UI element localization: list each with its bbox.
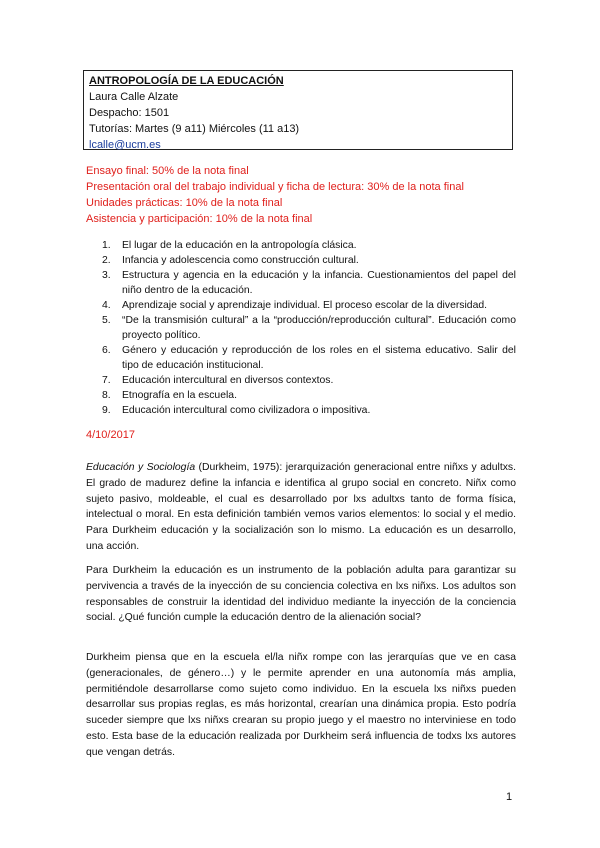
- grading-item: Unidades prácticas: 10% de la nota final: [86, 197, 283, 209]
- topic-item: [96, 298, 516, 313]
- topic-text: “De la transmisión cultural” a la “producción/reproducción cultural”. Educación como proyecto político.: [122, 315, 516, 341]
- topics-list: [96, 238, 516, 418]
- topic-item: [96, 268, 516, 298]
- topic-number: 2.: [102, 255, 111, 266]
- topic-number: 8.: [102, 390, 111, 401]
- topic-number: 7.: [102, 375, 111, 386]
- topic-item: [96, 388, 516, 403]
- topic-number: 5.: [102, 315, 111, 326]
- paragraph-durkheim-definition: [86, 460, 516, 555]
- topic-item: [96, 373, 516, 388]
- topic-text: Aprendizaje social y aprendizaje individual. El proceso escolar de la diversidad.: [122, 300, 488, 311]
- course-header-box: [83, 70, 513, 150]
- topic-number: 9.: [102, 405, 111, 416]
- book-title: Educación y Sociología: [86, 462, 196, 473]
- grading-breakdown: [86, 163, 516, 227]
- page-number: 1: [506, 791, 513, 803]
- topic-text: El lugar de la educación en la antropología clásica.: [122, 240, 357, 251]
- topic-number: 6.: [102, 345, 111, 356]
- topic-text: Estructura y agencia en la educación y la infancia. Cuestionamientos del papel del niño dentro de la educación.: [122, 270, 516, 296]
- grading-item: Ensayo final: 50% de la nota final: [86, 165, 249, 177]
- topic-item: [96, 403, 516, 418]
- topic-item: [96, 343, 516, 373]
- grading-item: Presentación oral del trabajo individual y ficha de lectura: 30% de la nota final: [86, 181, 464, 193]
- topic-item: [96, 313, 516, 343]
- topic-text: Infancia y adolescencia como construcción cultural.: [122, 255, 359, 266]
- topic-number: 4.: [102, 300, 111, 311]
- topic-text: Género y educación y reproducción de los roles en el sistema educativo. Salir del tipo de educación institucional.: [122, 345, 516, 371]
- topic-item: [96, 253, 516, 268]
- paragraph-school-autonomy: Durkheim piensa que en la escuela el/la niñx rompe con las jerarquías que ve en casa (generacionales, de género…) y le permite aprender en una autonomía más amplia, permitiéndole desarrollarse como sujeto como individuo. En la escuela lxs niñxs pueden desarrollar sus propias reglas, es más horizontal, crearían una dinámica propia. Esto podría suceder siempre que lxs niñxs crearan su propio juego y el maestro no interviniese en todo esto. Esta base de la educación realizada por Durkheim será influencia de todxs lxs autores que vengan detrás.: [86, 652, 516, 758]
- instructor-email: lcalle@ucm.es: [89, 139, 161, 151]
- course-title: ANTROPOLOGÍA DE LA EDUCACIÓN: [89, 75, 284, 87]
- topic-item: [96, 238, 516, 253]
- topic-text: Etnografía en la escuela.: [122, 390, 237, 401]
- topic-text: Educación intercultural como civilizadora o impositiva.: [122, 405, 371, 416]
- topic-number: 1.: [102, 240, 111, 251]
- instructor-name: Laura Calle Alzate: [89, 91, 179, 103]
- grading-item: Asistencia y participación: 10% de la nota final: [86, 213, 313, 225]
- session-date: 4/10/2017: [86, 429, 135, 441]
- office-info: Despacho: 1501: [89, 107, 170, 119]
- paragraph-text: (Durkheim, 1975): jerarquización generacional entre niñxs y adultxs. El grado de madurez define la infancia e identifica al grupo social en concreto. Niñx como sujeto pasivo, moldeable, el cual es desarrollado por lxs adultxs tanto de forma física, intelectual o moral. En esta definición también vemos varios elementos: lo social y el medio. Para Durkheim educación y la socialización son lo mismo. La educación es un desarrollo, una acción.: [86, 462, 516, 552]
- tutorial-hours: Tutorías: Martes (9 a11) Miércoles (11 a13): [89, 123, 300, 135]
- paragraph-education-instrument: Para Durkheim la educación es un instrumento de la población adulta para garantizar su pervivencia a través de la inyección de su conciencia colectiva en lxs niñxs. Los adultos son responsables de construir la identidad del individuo mediante la inyección de la conciencia social. ¿Qué función cumple la educación dentro de la alienación social?: [86, 565, 516, 624]
- topic-number: 3.: [102, 270, 111, 281]
- topic-text: Educación intercultural en diversos contextos.: [122, 375, 334, 386]
